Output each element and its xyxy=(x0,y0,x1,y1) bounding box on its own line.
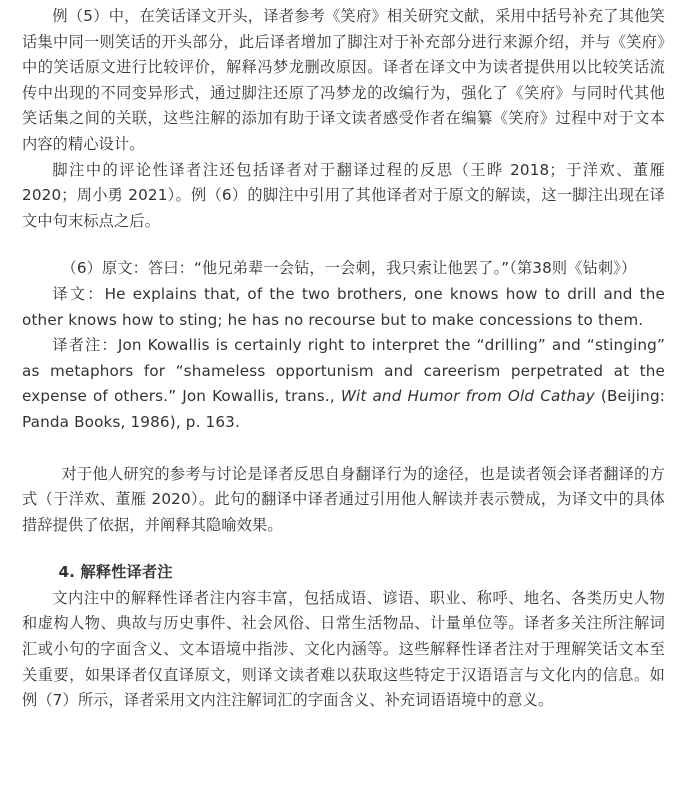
note-text: 译者注：Jon Kowallis is certainly right to interpret the “drilling” and “stinging” as metaphors for “shameless opportunism and careerism perpetrated at the expense of others.” Jon Kowallis, trans., xyxy=(22,336,665,406)
book-title: Wit and Humor from Old Cathay xyxy=(340,387,595,406)
example6-original: （6）原文：答曰：“他兄弟辈一会钻，一会刺，我只索让他罢了。”（第38则《钻刺》） xyxy=(61,259,637,278)
section-heading: 4. 解释性译者注 xyxy=(58,563,173,582)
example6-translation: 译文：He explains that, of the two brothers, one knows how to drill and the other knows how to sting; he has no recourse but to make concessions to them. xyxy=(22,284,665,329)
paragraph-reference-discussion: 对于他人研究的参考与讨论是译者反思自身翻译行为的途径，也是读者领会译者翻译的方式（于洋欢、董雁 2020）。此句的翻译中译者通过引用他人解读并表示赞成，为译文中的具体措辞提供了依据，并阐释其隐喻效果。 xyxy=(22,464,665,534)
paragraph-example5-discussion: 例（5）中，在笑话译文开头，译者参考《笑府》相关研究文献，采用中括号补充了其他笑话集中同一则笑话的开头部分，此后译者增加了脚注对于补充部分进行来源介绍，并与《笑府》中的笑话原文进行比较评价，解释冯梦龙删改原因。译者在译文中为读者提供用以比较笑话流传中出现的不同变异形式，通过脚注还原了冯梦龙的改编行为，强化了《笑府》与同时代其他笑话集之间的关联，这些注解的添加有助于译文读者感受作者在编纂《笑府》过程中对于文本内容的精心设计。 xyxy=(22,7,665,153)
example6-translator-note xyxy=(22,333,665,435)
spacer xyxy=(22,538,665,560)
spacer xyxy=(22,436,665,462)
spacer xyxy=(22,234,665,256)
note-citation: (Beijing: Panda Books, 1986), p. 163. xyxy=(22,387,665,431)
paragraph-explanatory-notes: 文内注中的解释性译者注内容丰富，包括成语、谚语、职业、称呼、地名、各类历史人物和虚构人物、典故与历史事件、社会风俗、日常生活物品、计量单位等。译者多关注所注解词汇或小句的字面含义、文本语境中指涉、文化内涵等。这些解释性译者注对于理解笑话文本至关重要，如果译者仅直译原文，则译文读者难以获取这些特定于汉语语言与文化内的信息。如例（7）所示，译者采用文内注注解词汇的字面含义、补充词语语境中的意义。 xyxy=(22,588,665,710)
paragraph-reflective-notes: 脚注中的评论性译者注还包括译者对于翻译过程的反思（王晔 2018；于洋欢、董雁 2020；周小勇 2021）。例（6）的脚注中引用了其他译者对于原文的解读，这一脚注出现在译文中句末标点之后。 xyxy=(22,160,665,230)
